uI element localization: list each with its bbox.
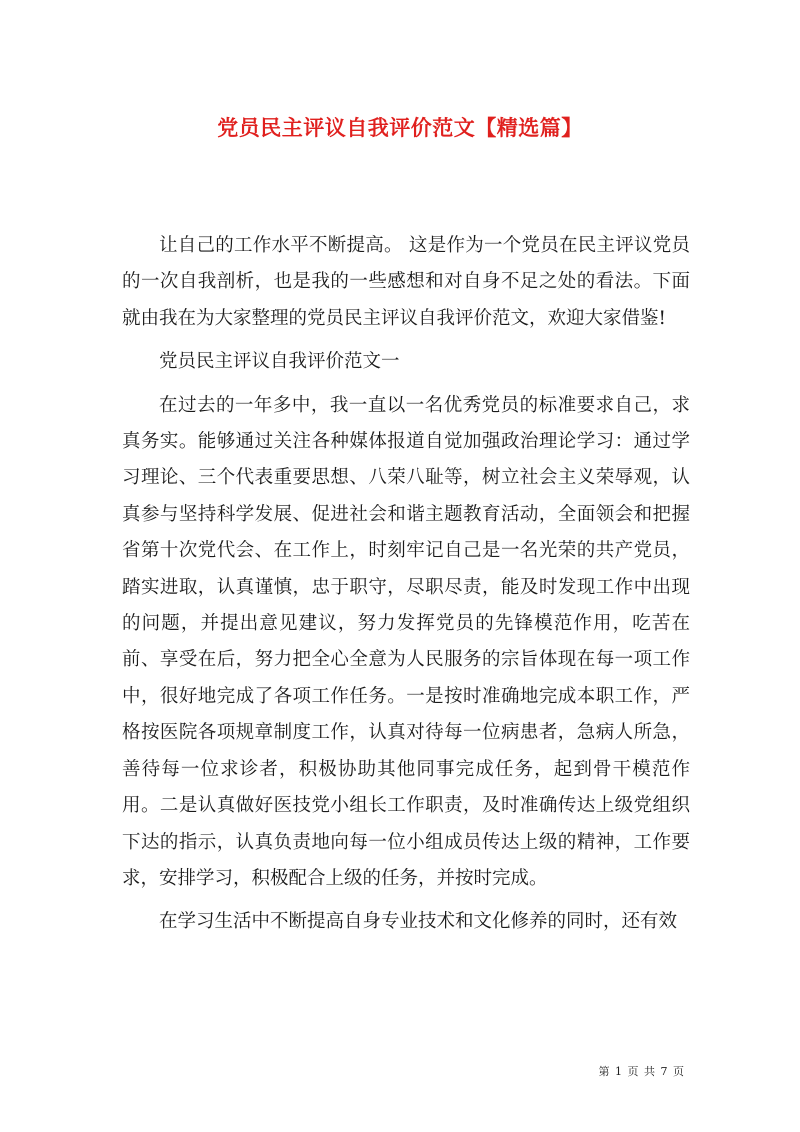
document-title: 党员民主评议自我评价范文【精选篇】: [217, 115, 583, 141]
section-heading: 党员民主评议自我评价范文一: [159, 351, 400, 373]
paragraph-main: 在过去的一年多中，我一直以一名优秀党员的标准要求自己，求真务实。能够通过关注各种媒体报道自觉加强政治理论学习：通过学习理论、三个代表重要思想、八荣八耻等，树立社会主义荣辱观，认真参与坚持科学发展、促进社会和谐主题教育活动，全面领会和把握省第十次党代会、在工作上，时刻牢记自己是一名光荣的共产党员，踏实进取，认真谨慎，忠于职守，尽职尽责，能及时发现工作中出现的问题，并提出意见建议，努力发挥党员的先锋模范作用，吃苦在前、享受在后，努力把全心全意为人民服务的宗旨体现在每一项工作中，很好地完成了各项工作任务。一是按时准确地完成本职工作，严格按医院各项规章制度工作，认真对待每一位病患者，急病人所急，善待每一位求诊者，积极协助其他同事完成任务，起到骨干模范作用。二是认真做好医技党小组长工作职责，及时准确传达上级党组织下达的指示，认真负责地向每一位小组成员传达上级的精神，工作要求，安排学习，积极配合上级的任务，并按时完成。: [122, 394, 690, 889]
paragraph-continued: 在学习生活中不断提高自身专业技术和文化修养的同时，还有效: [159, 911, 678, 933]
paragraph-intro: 让自己的工作水平不断提高。 这是作为一个党员在民主评议党员的一次自我剖析，也是我的一些感想和对自身不足之处的看法。下面就由我在为大家整理的党员民主评议自我评价范文，欢迎大家借鉴!: [122, 235, 690, 329]
document-body: [122, 228, 690, 948]
page-number: 第 1 页 共 7 页: [598, 1065, 684, 1078]
